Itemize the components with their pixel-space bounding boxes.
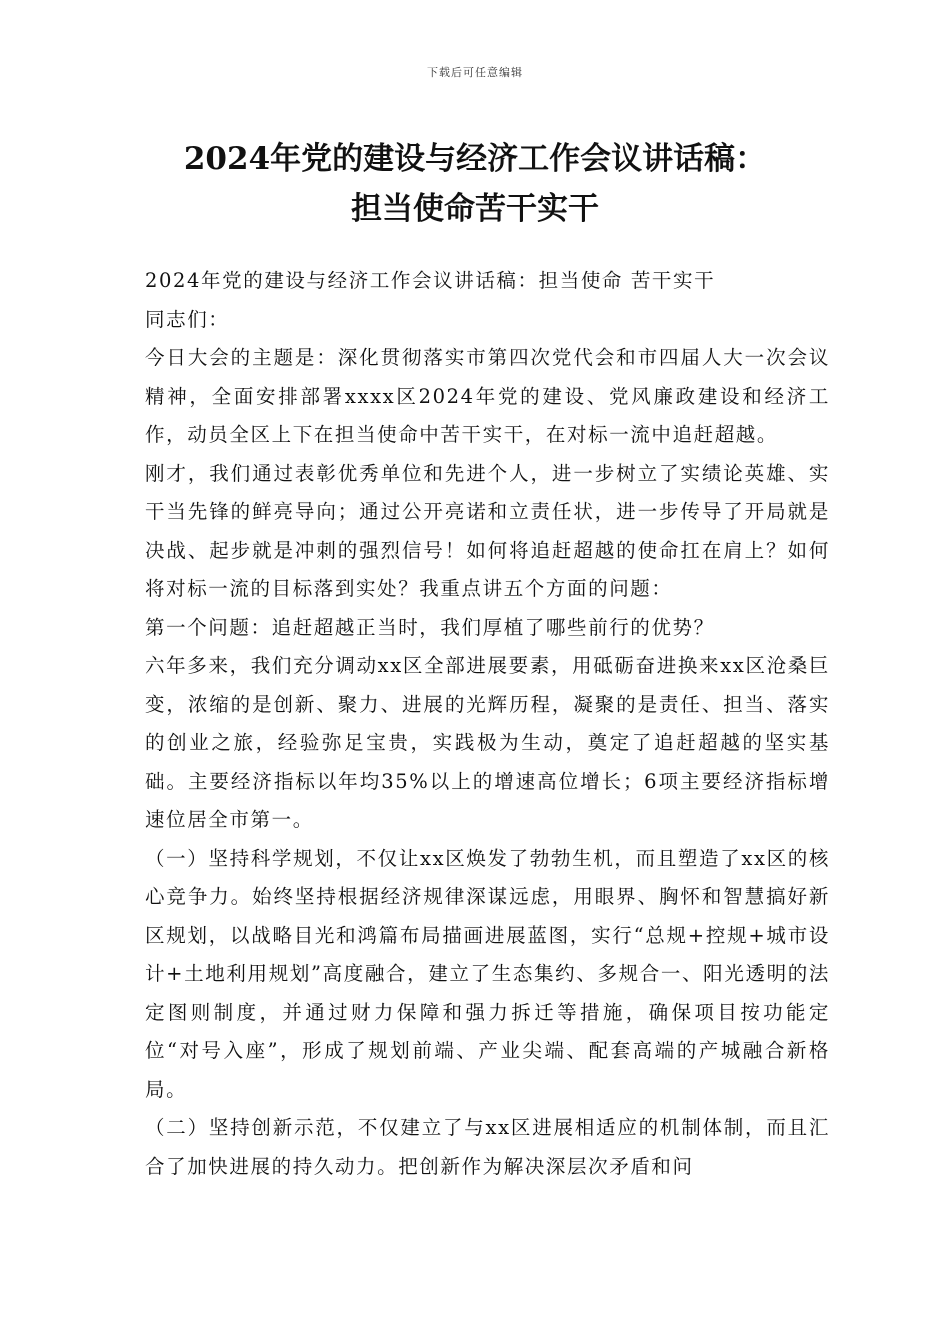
paragraph-salutation: 同志们： (145, 307, 230, 331)
paragraph-section-two: （二）坚持创新示范，不仅建立了与xx区进展相适应的机制体制，而且汇合了加快进展的持久动力。把创新作为解决深层次矛盾和问 (145, 1116, 830, 1178)
document-title (60, 134, 890, 234)
paragraph-introduction: 刚才，我们通过表彰优秀单位和先进个人，进一步树立了实绩论英雄、实干当先锋的鲜亮导向；通过公开亮诺和立责任状，进一步传导了开局就是决战、起步就是冲刺的强烈信号！如何将追赶超越的使命扛在肩上？如何将对标一流的目标落到实处？我重点讲五个方面的问题： (145, 461, 830, 600)
title-line-1: 2024年党的建设与经济工作会议讲话稿： (183, 141, 767, 177)
paragraph-meeting-theme: 今日大会的主题是：深化贯彻落实市第四次党代会和市四届人大一次会议精神，全面安排部署xxxx区2024年党的建设、党风廉政建设和经济工作，动员全区上下在担当使命中苦干实干，在对标一流中追赶超越。 (145, 346, 830, 446)
paragraph-subtitle: 2024年党的建设与经济工作会议讲话稿：担当使命 苦干实干 (145, 269, 716, 292)
page-header-note: 下载后可任意编辑 (427, 66, 523, 79)
paragraph-achievements: 六年多来，我们充分调动xx区全部进展要素，用砥砺奋进换来xx区沧桑巨变，浓缩的是创新、聚力、进展的光辉历程，凝聚的是责任、担当、落实的创业之旅，经验弥足宝贵，实践极为生动，奠定了追赶超越的坚实基础。主要经济指标以年均35%以上的增速高位增长；6项主要经济指标增速位居全市第一。 (145, 654, 830, 831)
title-line-2: 担当使命苦干实干 (351, 191, 599, 227)
paragraph-section-one: （一）坚持科学规划，不仅让xx区焕发了勃勃生机，而且塑造了xx区的核心竞争力。始终坚持根据经济规律深谋远虑，用眼界、胸怀和智慧搞好新区规划，以战略目光和鸿篇布局描画进展蓝图，实行“总规+控规+城市设计+土地利用规划”高度融合，建立了生态集约、多规合一、阳光透明的法定图则制度，并通过财力保障和强力拆迁等措施，确保项目按功能定位“对号入座”，形成了规划前端、产业尖端、配套高端的产城融合新格局。 (145, 846, 830, 1101)
paragraph-question-one: 第一个问题：追赶超越正当时，我们厚植了哪些前行的优势？ (145, 615, 715, 639)
document-body (145, 262, 830, 1186)
